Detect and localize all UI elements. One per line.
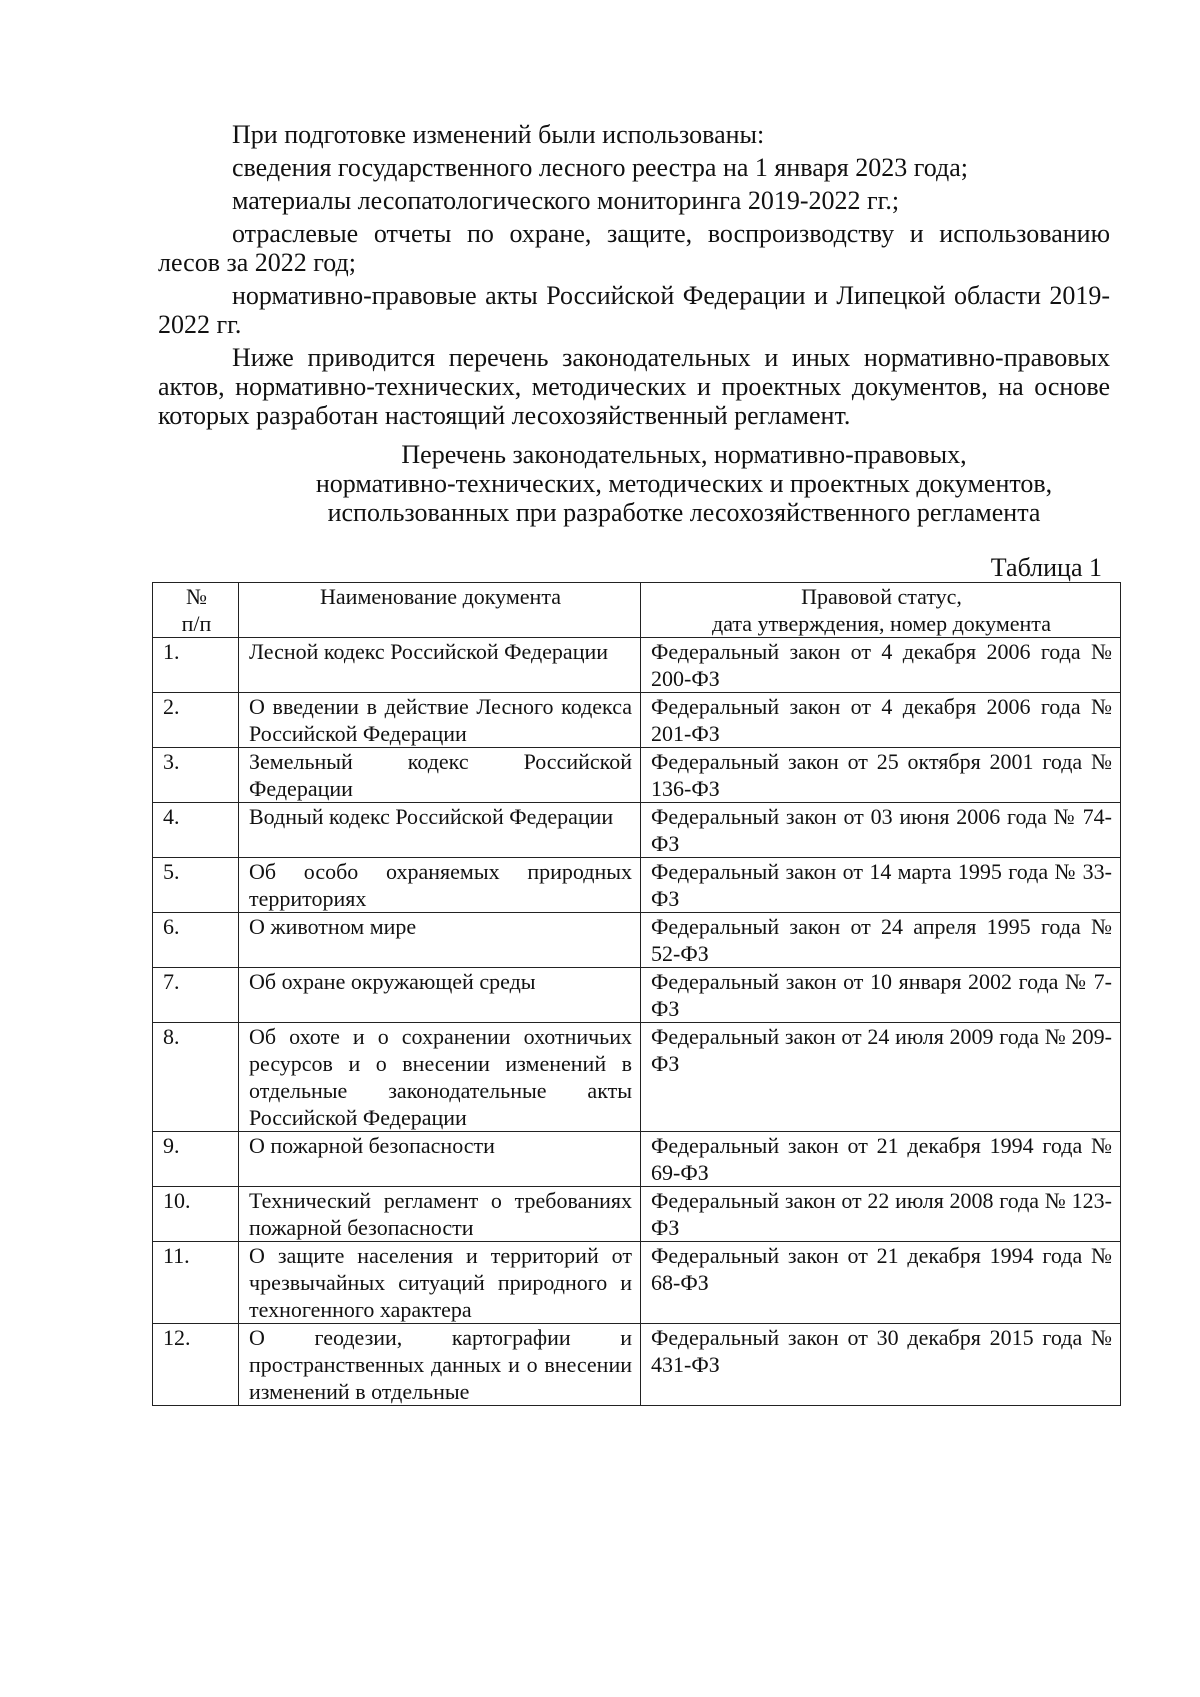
table-row xyxy=(153,968,1121,1023)
row-number: 6. xyxy=(153,913,239,968)
document-status: Федеральный закон от 24 апреля 1995 года № 52-ФЗ xyxy=(641,913,1121,968)
document-name: Об охране окружающей среды xyxy=(239,968,641,1023)
document-name: О защите населения и территорий от чрезвычайных ситуаций природного и техногенного характера xyxy=(239,1242,641,1324)
row-number: 4. xyxy=(153,803,239,858)
document-name: О геодезии, картографии и пространственных данных и о внесении изменений в отдельные xyxy=(239,1324,641,1406)
row-number: 1. xyxy=(153,638,239,693)
list-heading-line: Перечень законодательных, нормативно-правовых, xyxy=(401,440,967,469)
document-name: О животном мире xyxy=(239,913,641,968)
document-status: Федеральный закон от 30 декабря 2015 года № 431-ФЗ xyxy=(641,1324,1121,1406)
table-row xyxy=(153,1023,1121,1132)
document-status: Федеральный закон от 25 октября 2001 года № 136-ФЗ xyxy=(641,748,1121,803)
document-name: Земельный кодекс Российской Федерации xyxy=(239,748,641,803)
table-row xyxy=(153,913,1121,968)
documents-table xyxy=(152,582,1121,1406)
header-legal-status: Правовой статус, дата утверждения, номер документа xyxy=(641,583,1121,638)
list-heading xyxy=(158,440,1110,527)
row-number: 5. xyxy=(153,858,239,913)
intro-paragraph: сведения государственного лесного реестра на 1 января 2023 года; xyxy=(232,153,968,182)
header-number: № п/п xyxy=(153,583,239,638)
intro-section xyxy=(158,120,1110,430)
table-row xyxy=(153,1132,1121,1187)
table-header-row xyxy=(153,583,1121,638)
document-status: Федеральный закон от 4 декабря 2006 года № 200-ФЗ xyxy=(641,638,1121,693)
document-status: Федеральный закон от 10 января 2002 года № 7-ФЗ xyxy=(641,968,1121,1023)
document-name: Лесной кодекс Российской Федерации xyxy=(239,638,641,693)
row-number: 8. xyxy=(153,1023,239,1132)
document-name: О введении в действие Лесного кодекса Российской Федерации xyxy=(239,693,641,748)
document-status: Федеральный закон от 03 июня 2006 года № 74-ФЗ xyxy=(641,803,1121,858)
table-row xyxy=(153,1242,1121,1324)
table-row xyxy=(153,638,1121,693)
document-status: Федеральный закон от 21 декабря 1994 года № 68-ФЗ xyxy=(641,1242,1121,1324)
row-number: 10. xyxy=(153,1187,239,1242)
document-status: Федеральный закон от 4 декабря 2006 года № 201-ФЗ xyxy=(641,693,1121,748)
document-status: Федеральный закон от 21 декабря 1994 года № 69-ФЗ xyxy=(641,1132,1121,1187)
table-row xyxy=(153,1324,1121,1406)
intro-paragraph: При подготовке изменений были использованы: xyxy=(232,120,765,149)
list-heading-line: нормативно-технических, методических и проектных документов, xyxy=(315,469,1053,498)
list-heading-line: использованных при разработке лесохозяйственного регламента xyxy=(327,498,1041,527)
table-row xyxy=(153,693,1121,748)
intro-paragraph: Ниже приводится перечень законодательных и иных нормативно-правовых актов, нормативно-технических, методических и проектных документов, на основе которых разработан настоящий лесохозяйственный регламент. xyxy=(158,343,1110,430)
row-number: 12. xyxy=(153,1324,239,1406)
document-name: О пожарной безопасности xyxy=(239,1132,641,1187)
header-document-name: Наименование документа xyxy=(239,583,641,638)
table-caption: Таблица 1 xyxy=(990,553,1102,582)
row-number: 2. xyxy=(153,693,239,748)
table-row xyxy=(153,858,1121,913)
document-status: Федеральный закон от 24 июля 2009 года № 209-ФЗ xyxy=(641,1023,1121,1132)
row-number: 3. xyxy=(153,748,239,803)
row-number: 9. xyxy=(153,1132,239,1187)
intro-paragraph: отраслевые отчеты по охране, защите, воспроизводству и использованию лесов за 2022 год; xyxy=(158,219,1110,277)
table-row xyxy=(153,748,1121,803)
table-row xyxy=(153,1187,1121,1242)
row-number: 11. xyxy=(153,1242,239,1324)
intro-paragraph: нормативно-правовые акты Российской Федерации и Липецкой области 2019-2022 гг. xyxy=(158,281,1110,339)
table-row xyxy=(153,803,1121,858)
document-status: Федеральный закон от 22 июля 2008 года № 123-ФЗ xyxy=(641,1187,1121,1242)
intro-paragraph: материалы лесопатологического мониторинга 2019-2022 гг.; xyxy=(232,186,900,215)
document-name: Об охоте и о сохранении охотничьих ресурсов и о внесении изменений в отдельные законодательные акты Российской Федерации xyxy=(239,1023,641,1132)
document-name: Водный кодекс Российской Федерации xyxy=(239,803,641,858)
row-number: 7. xyxy=(153,968,239,1023)
document-status: Федеральный закон от 14 марта 1995 года № 33-ФЗ xyxy=(641,858,1121,913)
document-page xyxy=(158,120,1110,1406)
document-name: Об особо охраняемых природных территориях xyxy=(239,858,641,913)
document-name: Технический регламент о требованиях пожарной безопасности xyxy=(239,1187,641,1242)
